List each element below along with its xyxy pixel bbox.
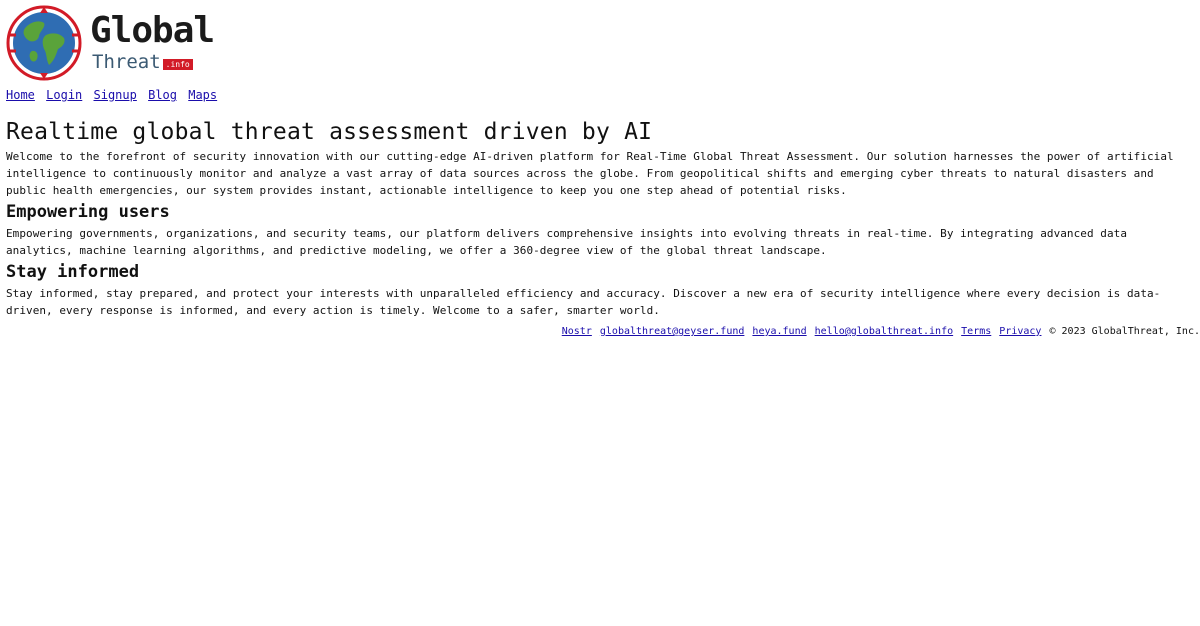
- section-body-empowering: Empowering governments, organizations, and security teams, our platform delivers comprehensive insights into evolving threats in real-time. By integrating advanced data analytics, machine learning algorithms, and predictive modeling, we offer a 360-degree view of the global threat landscape.: [6, 227, 1127, 257]
- main-nav: [6, 87, 221, 103]
- nav-maps-link[interactable]: Maps: [188, 88, 218, 102]
- brand-name: Global: [90, 10, 215, 51]
- footer-terms-link[interactable]: Terms: [961, 326, 992, 337]
- nav-signup-link[interactable]: Signup: [93, 88, 137, 102]
- nav-blog-link[interactable]: Blog: [148, 88, 177, 102]
- section-heading-empowering: Empowering users: [6, 202, 170, 222]
- footer-copyright: © 2023 GlobalThreat, Inc.: [1049, 326, 1200, 337]
- nav-login-link[interactable]: Login: [46, 88, 83, 102]
- footer-privacy-link[interactable]: Privacy: [999, 326, 1042, 337]
- footer-email-link[interactable]: hello@globalthreat.info: [814, 326, 954, 337]
- footer-heya-link[interactable]: heya.fund: [752, 326, 807, 337]
- brand-sub-text: Threat: [92, 51, 161, 73]
- intro-paragraph: Welcome to the forefront of security innovation with our cutting-edge AI-driven platform for Real-Time Global Threat Assessment. Our solution harnesses the power of artificial intelligence to continuously monitor and analyze a vast array of data sources across the globe. From geopolitical shifts and emerging cyber threats to natural disasters and public health emergencies, our system provides instant, actionable intelligence to keep you one step ahead of potential risks.: [6, 150, 1174, 197]
- page-title: Realtime global threat assessment driven by AI: [6, 119, 653, 145]
- section-heading-stay-informed: Stay informed: [6, 262, 140, 282]
- section-body-stay-informed: Stay informed, stay prepared, and protect your interests with unparalleled efficiency and accuracy. Discover a new era of security intelligence where every decision is data-driven, every response is informed, and every action is timely. Welcome to a safer, smarter world.: [6, 287, 1161, 317]
- main-content: [6, 116, 1196, 319]
- globe-icon: [6, 5, 82, 81]
- footer: [562, 325, 1200, 339]
- brand-badge: .info: [163, 59, 193, 70]
- footer-geyser-link[interactable]: globalthreat@geyser.fund: [599, 326, 745, 337]
- brand-subtitle: [92, 52, 193, 72]
- site-logo[interactable]: [6, 5, 226, 83]
- nav-home-link[interactable]: Home: [6, 88, 35, 102]
- footer-nostr-link[interactable]: Nostr: [561, 326, 592, 337]
